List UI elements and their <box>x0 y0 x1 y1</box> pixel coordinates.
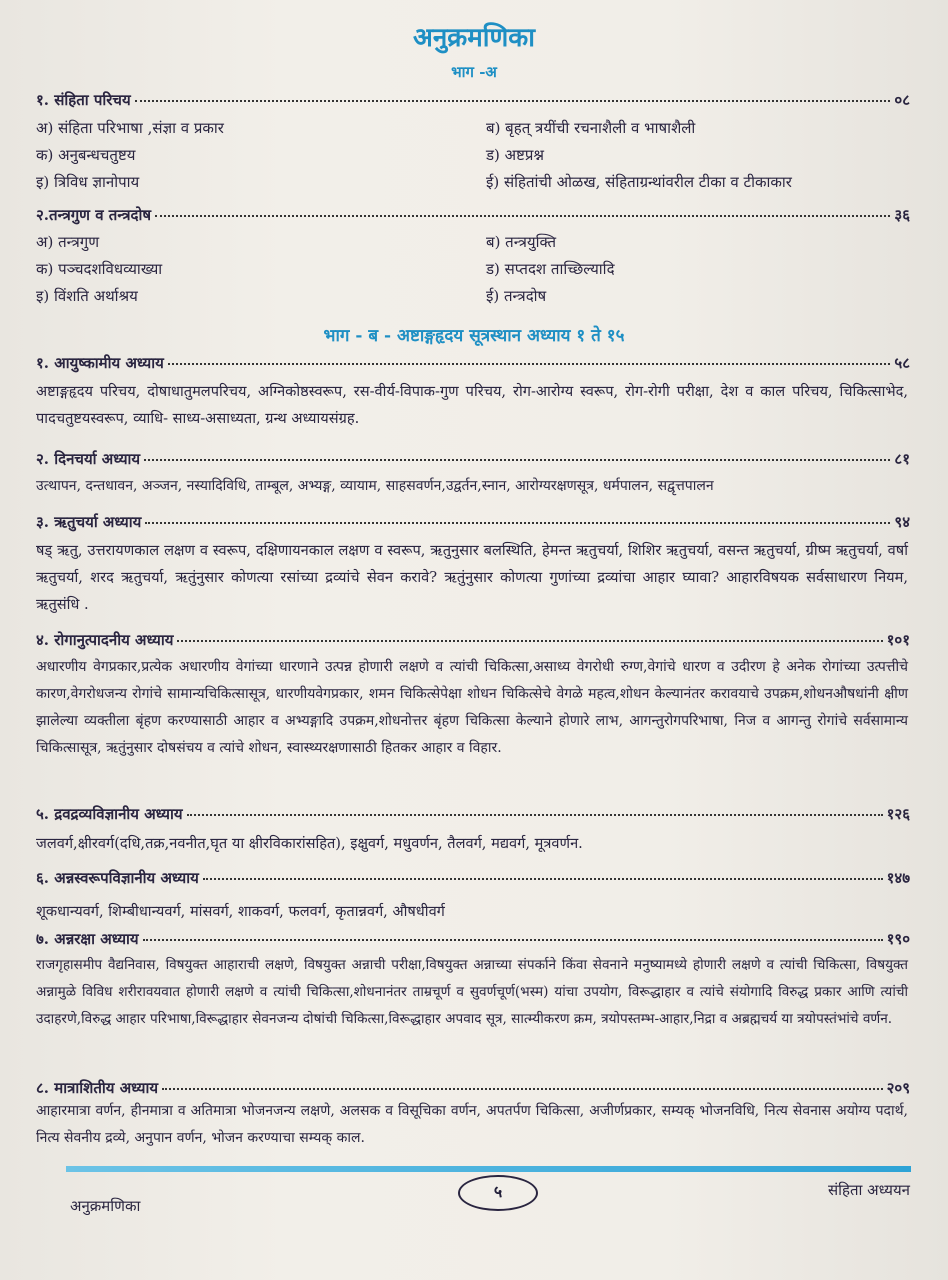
chapter-2-page: ८१ <box>894 450 910 468</box>
chapter-6-heading: ६. अन्नस्वरूपविज्ञानीय अध्याय <box>36 869 199 887</box>
chapter-6-text: शूकधान्यवर्ग, शिम्बीधान्यवर्ग, मांसवर्ग, शाकवर्ग, फलवर्ग, कृतान्नवर्ग, औषधीवर्ग <box>36 903 445 920</box>
chapter-6-page: १४७ <box>886 869 910 887</box>
leader-dots <box>155 215 890 217</box>
section-2-page: ३६ <box>894 206 910 224</box>
chapter-6-row <box>36 868 910 888</box>
leader-dots <box>203 878 883 880</box>
chapter-4-text: अधारणीय वेगप्रकार,प्रत्येक अधारणीय वेगांच्या धारणाने उत्पन्न होणारी लक्षणे व त्यांची चिकित्सा,असाध्य वेगरोधी रुग्ण,वेगांचे धारण व उदीरण हे अनेक रोगांच्या उत्पत्तीचे कारण,वेगरोधजन्य रोगांचे सामान्यचिकित्सासूत्र, धारणीयवेगप्रकार, शमन चिकित्सेपेक्षा शोधन चिकित्सेचे वेगळे महत्व,शोधन केल्यानंतर करावयाचे उपक्रम,शोधनऔषधांनी क्षीण झालेल्या व्यक्तीला बृंहण करण्यासाठी आहार व अभ्यङ्गादि उपक्रम,शोधनोत्तर बृंहण चिकित्सा केल्याने होणारे लाभ, आगन्तुरोगपरिभाषा, निज व आगन्तु रोगांचे सर्वसामान्य चिकित्सासूत्र, ऋतुंनुसार दोषसंचय व त्यांचे शोधन, स्वास्थ्यरक्षणासाठी हितकर आहार व विहार. <box>36 659 908 756</box>
chapter-5-heading: ५. द्रवद्रव्यविज्ञानीय अध्याय <box>36 805 183 823</box>
leader-dots <box>168 363 891 365</box>
chapter-7-text: राजगृहासमीप वैद्यनिवास, विषयुक्त आहाराची लक्षणे, विषयुक्त अन्नाची परीक्षा,विषयुक्त अन्नाच्या संपर्काने किंवा सेवनाने मनुष्यामध्ये होणारी लक्षणे व त्यांची चिकित्सा, विषयुक्त अन्नामुळे विविध शरीरावयवात होणारी लक्षणे व त्यांची चिकित्सा,शोधनानंतर ताम्रचूर्ण व सुवर्णचूर्ण(भस्म) यांचा उपयोग, विरूद्धाहार व त्यांचे संयोगादि विरुद्ध प्रकार आणि त्यांची उदाहरणे,विरुद्ध आहार परिभाषा,विरूद्धाहार सेवनजन्य दोषांची चिकित्सा,विरूद्धाहार अपवाद सूत्र, सात्म्यीकरण क्रम, त्रयोपस्तम्भ-आहार,निद्रा व अब्रह्मचर्य या त्रयोपस्तंभांचे वर्णन. <box>36 957 908 1027</box>
chapter-3-page: ९४ <box>894 513 910 531</box>
section-2-heading: २.तन्त्रगुण व तन्त्रदोष <box>36 206 152 224</box>
chapter-4-row <box>36 630 910 650</box>
chapter-7-heading: ७. अन्नरक्षा अध्याय <box>36 930 139 948</box>
leader-dots <box>162 1088 883 1090</box>
leader-dots <box>143 939 883 941</box>
leader-dots <box>145 522 890 524</box>
list-item: अ) संहिता परिभाषा ,संज्ञा व प्रकार <box>36 119 224 137</box>
section-1-heading: १. संहिता परिचय <box>36 91 131 109</box>
section-1-row <box>36 90 910 110</box>
section-1-items <box>36 115 910 196</box>
list-item: क) पञ्चदशविधव्याख्या <box>36 260 163 278</box>
chapter-1-text: अष्टाङ्गहृदय परिचय, दोषाधातुमलपरिचय, अग्निकोष्ठस्वरूप, रस-वीर्य-विपाक-गुण परिचय, रोग-आरोग्य स्वरूप, रोग-रोगी परीक्षा, देश व काल परिचय, चिकित्साभेद, पादचतुष्टयस्वरूप, व्याधि- साध्य-असाध्यता, ग्रन्थ अध्यायसंग्रह. <box>36 383 908 427</box>
part-b-heading: भाग - ब - अष्टाङ्गहृदय सूत्रस्थान अध्याय १ ते १५ <box>323 326 625 346</box>
list-item: ड) अष्टप्रश्न <box>486 146 545 164</box>
chapter-5-row <box>36 804 910 824</box>
footer-right-text: संहिता अध्ययन <box>827 1181 910 1199</box>
chapter-3-heading: ३. ऋतुचर्या अध्याय <box>36 513 142 531</box>
chapter-5-text: जलवर्ग,क्षीरवर्ग(दधि,तक्र,नवनीत,घृत या क्षीरविकारांसहित), इक्षुवर्ग, मधुवर्णन, तैलवर्ग, मद्यवर्ग, मूत्रवर्णन. <box>36 835 583 852</box>
section-2-row <box>36 205 910 225</box>
chapter-8-heading: ८. मात्राशितीय अध्याय <box>36 1079 159 1097</box>
section-1-page: ०८ <box>894 91 910 109</box>
leader-dots <box>177 640 882 642</box>
leader-dots <box>135 100 891 102</box>
page-number: ५ <box>458 1175 538 1211</box>
page-title: अनुक्रमणिका <box>412 23 536 53</box>
leader-dots <box>144 459 890 461</box>
list-item: ड) सप्तदश ताच्छिल्यादि <box>486 260 615 278</box>
chapter-2-row <box>36 449 910 469</box>
list-item: ई) तन्त्रदोष <box>486 287 547 305</box>
chapter-1-page: ५८ <box>894 354 910 372</box>
list-item: ब) तन्त्रयुक्ति <box>486 233 557 251</box>
chapter-5-page: १२६ <box>886 805 910 823</box>
leader-dots <box>187 814 883 816</box>
list-item: इ) त्रिविध ज्ञानोपाय <box>36 173 140 191</box>
list-item: ई) संहितांची ओळख, संहिताग्रन्थांवरील टीका व टीकाकार <box>486 173 792 191</box>
section-2-items <box>36 229 910 310</box>
chapter-8-page: २०९ <box>886 1079 910 1097</box>
footer-bar <box>66 1166 911 1172</box>
chapter-8-row <box>36 1078 910 1098</box>
list-item: क) अनुबन्धचतुष्टय <box>36 146 136 164</box>
chapter-3-row <box>36 512 910 532</box>
list-item: इ) विंशति अर्थाश्रय <box>36 287 138 305</box>
footer-left-text: अनुक्रमणिका <box>70 1197 141 1215</box>
chapter-2-text: उत्थापन, दन्तधावन, अञ्जन, नस्यादिविधि, ताम्बूल, अभ्यङ्ग, व्यायाम, साहसवर्णन,उद्वर्तन,स्नान, आरोग्यरक्षणसूत्र, धर्मपालन, सद्वृत्तपालन <box>36 478 714 494</box>
list-item: अ) तन्त्रगुण <box>36 233 100 251</box>
part-a-heading: भाग -अ <box>451 63 497 81</box>
chapter-1-heading: १. आयुष्कामीय अध्याय <box>36 354 164 372</box>
chapter-7-row <box>36 929 910 949</box>
chapter-4-page: १०१ <box>886 631 910 649</box>
list-item: ब) बृहत् त्रयींची रचनाशैली व भाषाशैली <box>486 119 696 137</box>
chapter-4-heading: ४. रोगानुत्पादनीय अध्याय <box>36 631 174 649</box>
chapter-1-row <box>36 353 910 373</box>
chapter-3-text: षड् ऋतु, उत्तरायणकाल लक्षण व स्वरूप, दक्षिणायनकाल लक्षण व स्वरूप, ऋतुनुसार बलस्थिति, हेमन्त ऋतुचर्या, शिशिर ऋतुचर्या, वसन्त ऋतुचर्या, ग्रीष्म ऋतुचर्या, वर्षा ऋतुचर्या, शरद ऋतुचर्या, ऋतुंनुसार कोणत्या रसांच्या द्रव्यांचे सेवन करावे? ऋतुंनुसार कोणत्या गुणांच्या द्रव्यांचा आहार घ्यावा? आहारविषयक सर्वसाधारण नियम, ऋतुसंधि . <box>36 542 908 613</box>
chapter-8-text: आहारमात्रा वर्णन, हीनमात्रा व अतिमात्रा भोजनजन्य लक्षणे, अलसक व विसूचिका वर्णन, अपतर्पण चिकित्सा, अजीर्णप्रकार, सम्यक् भोजनविधि, नित्य सेवनास अयोग्य पदार्थ, नित्य सेवनीय द्रव्ये, अनुपान वर्णन, भोजन करण्याचा सम्यक् काल. <box>36 1103 908 1146</box>
chapter-7-page: १९० <box>886 930 910 948</box>
chapter-2-heading: २. दिनचर्या अध्याय <box>36 450 141 468</box>
